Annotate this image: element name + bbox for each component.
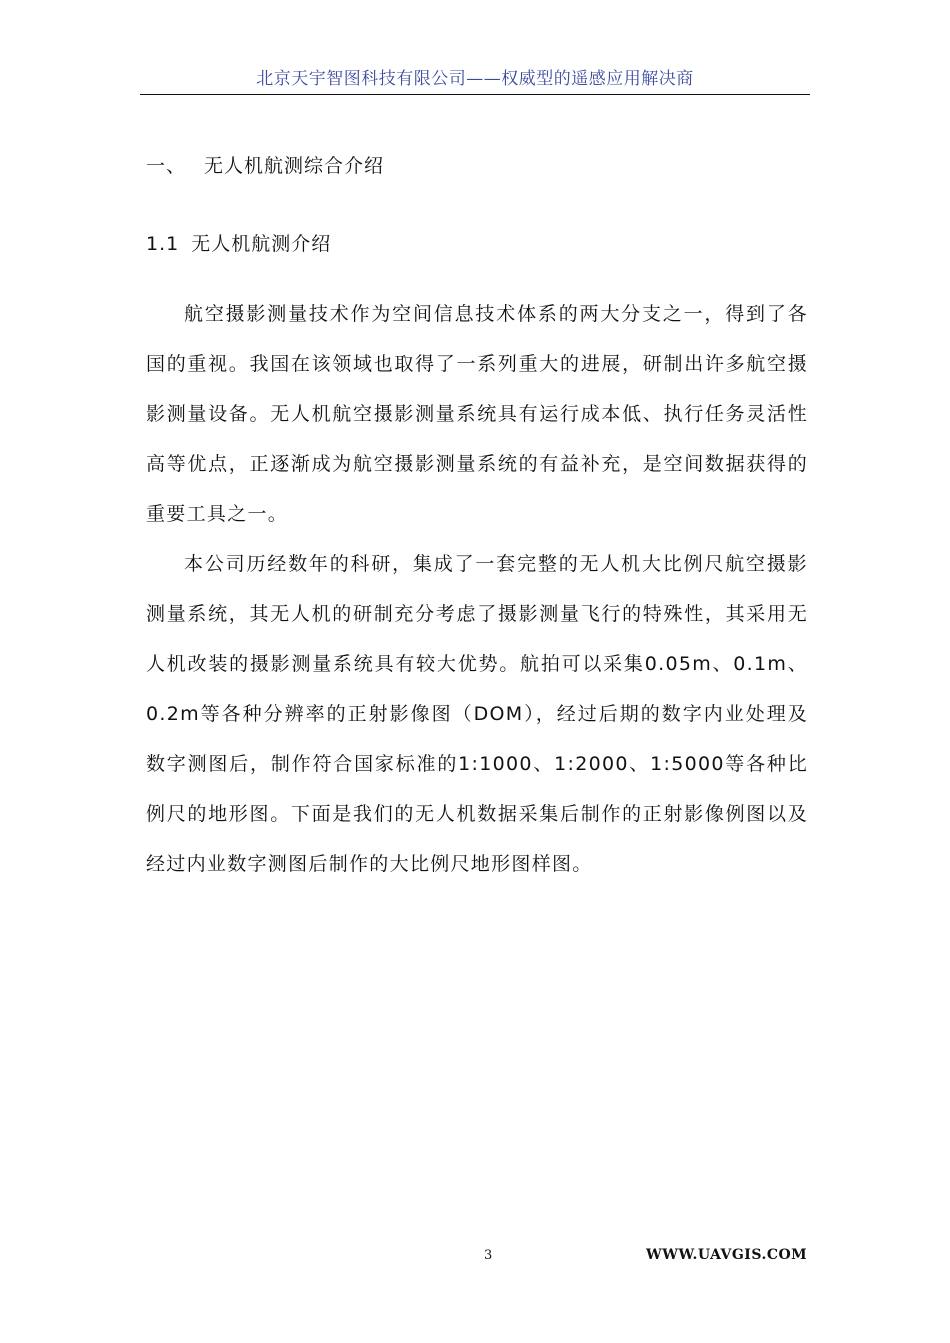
subsection-heading — [146, 228, 808, 260]
section-title: 无人机航测综合介绍 — [204, 155, 385, 177]
document-body — [146, 150, 808, 889]
footer-website: WWW.UAVGIS.COM — [646, 1247, 808, 1263]
body-paragraph: 本公司历经数年的科研，集成了一套完整的无人机大比例尺航空摄影测量系统，其无人机的研制充分考虑了摄影测量飞行的特殊性，其采用无人机改装的摄影测量系统具有较大优势。航拍可以采集0.05m、0.1m、0.2m等各种分辨率的正射影像图（DOM），经过后期的数字内业处理及数字测图后，制作符合国家标准的1:1000、1:2000、1:5000等各种比例尺的地形图。下面是我们的无人机数据采集后制作的正射影像例图以及经过内业数字测图后制作的大比例尺地形图样图。 — [146, 553, 808, 875]
body-paragraph: 航空摄影测量技术作为空间信息技术体系的两大分支之一，得到了各国的重视。我国在该领域也取得了一系列重大的进展，研制出许多航空摄影测量设备。无人机航空摄影测量系统具有运行成本低、执行任务灵活性高等优点，正逐渐成为航空摄影测量系统的有益补充，是空间数据获得的重要工具之一。 — [146, 303, 808, 525]
page-header: 北京天宇智图科技有限公司——权威型的遥感应用解决商 — [256, 69, 694, 89]
section-number: 一、 — [146, 155, 187, 177]
section-heading — [146, 150, 808, 182]
subsection-title: 无人机航测介绍 — [191, 233, 332, 255]
page-number: 3 — [484, 1248, 493, 1263]
header-divider — [140, 94, 810, 95]
subsection-number: 1.1 — [146, 233, 180, 255]
